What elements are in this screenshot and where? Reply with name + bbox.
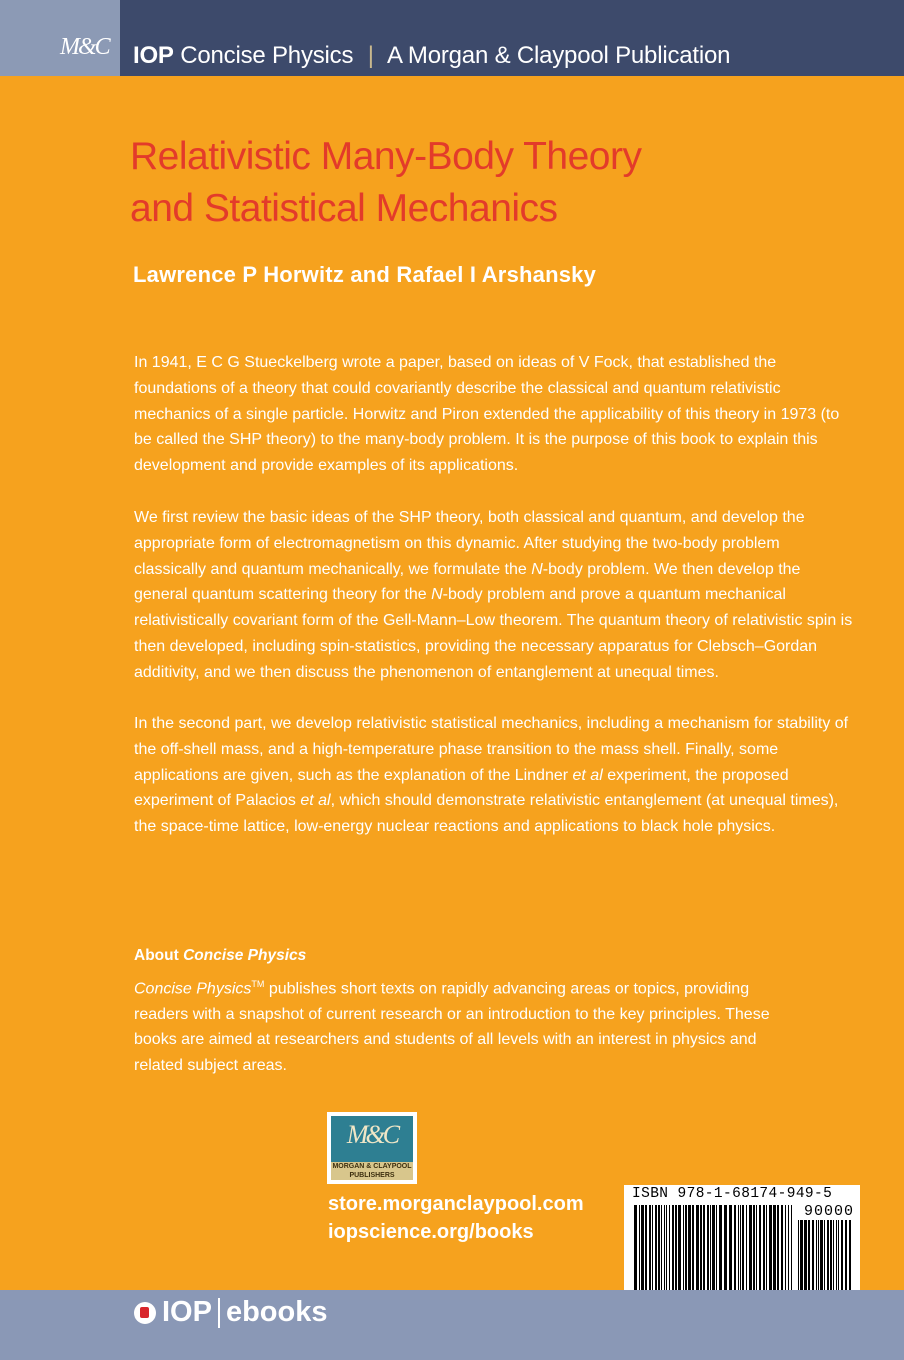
publisher-name: MORGAN & CLAYPOOL PUBLISHERS xyxy=(332,1163,412,1179)
barcode-bar xyxy=(749,1205,752,1297)
about-series-name: Concise Physics xyxy=(134,980,252,998)
p3-text-c: , which should demonstrate relativistic entanglement (at unequal times), the space-time lattice, low-energy nuclear reactions and applications to black hole physics. xyxy=(134,792,839,836)
barcode-bar xyxy=(719,1205,722,1297)
barcode-bar xyxy=(652,1205,653,1297)
barcode-bar xyxy=(849,1220,851,1297)
barcode-bar xyxy=(685,1205,687,1297)
barcode-bar xyxy=(781,1205,783,1297)
barcode-bar xyxy=(634,1205,637,1297)
barcode-bar xyxy=(649,1205,651,1297)
barcode-bar xyxy=(777,1205,779,1297)
publisher-logo xyxy=(327,1112,417,1184)
about-heading xyxy=(134,947,306,965)
barcode-bars xyxy=(634,1205,796,1297)
barcode-bar xyxy=(645,1205,647,1297)
barcode-bar xyxy=(639,1205,640,1297)
barcode-bar xyxy=(788,1205,789,1297)
barcode-bar xyxy=(675,1205,677,1297)
barcode-bar xyxy=(841,1220,843,1297)
barcode-bar xyxy=(710,1205,711,1297)
about-text xyxy=(134,972,794,1078)
mc-logo: M&C xyxy=(60,34,109,60)
barcode-bar xyxy=(808,1220,810,1297)
barcode-bar xyxy=(712,1205,715,1297)
p2-text-a: We first review the basic ideas of the SHP theory, both classical and quantum, and develop the appropriate form of electromagnetism on this dynamic. After studying the two-body problem classically and quantum mechanically, we formulate the xyxy=(134,509,805,578)
barcode-bar xyxy=(845,1220,847,1297)
barcode-bar xyxy=(703,1205,705,1297)
barcode-bar xyxy=(688,1205,691,1297)
description-paragraph-3 xyxy=(134,711,854,840)
isbn-number: ISBN 978-1-68174-949-5 xyxy=(632,1186,833,1202)
p2-text-b: -body problem. We then develop the general quantum scattering theory for the xyxy=(134,560,801,604)
series-line xyxy=(133,42,730,70)
book-authors: Lawrence P Horwitz and Rafael I Arshansky xyxy=(133,262,597,287)
book-title xyxy=(130,131,850,235)
barcode-bar xyxy=(661,1205,662,1297)
iop-ebooks-logo xyxy=(134,1296,328,1329)
about-body-text: publishes short texts on rapidly advancing areas or topics, providing readers with a snapshot of current research or an introduction to the key principles. These books are aimed at researchers and students of all levels with an interest in physics and related subject areas. xyxy=(134,980,770,1074)
barcode-bar xyxy=(820,1220,823,1297)
barcode-bar xyxy=(678,1205,681,1297)
barcode-bar xyxy=(692,1205,694,1297)
barcode-bar xyxy=(816,1220,817,1297)
barcode-bar xyxy=(824,1220,825,1297)
p3-text-b: experiment, the proposed experiment of Palacios xyxy=(134,766,789,810)
trademark-mark: TM xyxy=(251,979,265,989)
barcode-bar xyxy=(734,1205,736,1297)
barcode-bar xyxy=(812,1220,814,1297)
barcode-bar xyxy=(683,1205,684,1297)
barcode-bar xyxy=(766,1205,767,1297)
publisher-mark: M&C xyxy=(346,1120,398,1149)
barcode-bar xyxy=(664,1205,665,1297)
barcode-bar xyxy=(756,1205,757,1297)
p3-italic-etal-1: et al xyxy=(572,766,603,784)
barcode-bar xyxy=(655,1205,657,1297)
title-line-1: Relativistic Many-Body Theory xyxy=(130,135,642,178)
barcode-bar xyxy=(707,1205,709,1297)
p3-text-a: In the second part, we develop relativistic statistical mechanics, including a mechanism for stability of the off-shell mass, and a high-temperature phase transition to the mass shell. Finally, some applications are given, such as the explanation of the Lindner xyxy=(134,715,849,784)
barcode-addon-bars xyxy=(798,1220,854,1297)
barcode-bar xyxy=(833,1220,834,1297)
iop-brand: IOP xyxy=(133,42,174,69)
barcode-bar xyxy=(746,1205,747,1297)
footer-product: ebooks xyxy=(225,1296,328,1328)
barcode-bar xyxy=(818,1220,819,1297)
description-paragraph-1: In 1941, E C G Stueckelberg wrote a paper, based on ideas of V Fock, that established the foundations of a theory that could covariantly describe the classical and quantum relativistic mechanics of a single particle. Horwitz and Piron extended the applicability of this theory in 1973 (to be called the SHP theory) to the many-body problem. It is the purpose of this book to explain this development and provide examples of its applications. xyxy=(134,354,840,475)
p2-italic-n1: N xyxy=(531,560,543,578)
barcode-bar xyxy=(769,1205,772,1297)
barcode-bar xyxy=(763,1205,765,1297)
barcode-bar xyxy=(836,1220,837,1297)
barcode-bar xyxy=(759,1205,761,1297)
publication-line: A Morgan & Claypool Publication xyxy=(386,42,731,69)
p2-italic-n2: N xyxy=(431,586,443,604)
barcode-bar xyxy=(742,1205,744,1297)
p2-text-c: -body problem and prove a quantum mechanical relativistically covariant form of the Gell-Mann–Low theorem. The quantum theory of relativistic spin is then developed, including spin-statistics, providing the necessary apparatus for Clebsch–Gordan additivity, and we then discuss the phenomenon of entanglement at unequal times. xyxy=(134,586,853,681)
barcode-bar xyxy=(724,1205,727,1297)
barcode-bar xyxy=(672,1205,674,1297)
barcode-bar xyxy=(798,1220,799,1297)
about-heading-series: Concise Physics xyxy=(183,947,307,964)
barcode-bar xyxy=(740,1205,741,1297)
barcode-bar xyxy=(753,1205,755,1297)
barcode-bar xyxy=(666,1205,667,1297)
publisher-logo-panel xyxy=(331,1116,413,1180)
barcode-bar xyxy=(669,1205,670,1297)
barcode-bar xyxy=(785,1205,786,1297)
price-code: 90000 xyxy=(803,1203,854,1220)
barcode-bar xyxy=(773,1205,776,1297)
about-heading-prefix: About xyxy=(134,947,184,964)
barcode-bar xyxy=(838,1220,839,1297)
series-separator: | xyxy=(367,42,374,69)
series-name: Concise Physics xyxy=(180,42,354,69)
barcode-bar xyxy=(800,1220,803,1297)
barcode-bar xyxy=(827,1220,829,1297)
footer-divider xyxy=(218,1298,220,1328)
barcode-bar xyxy=(830,1220,832,1297)
barcode-bar xyxy=(738,1205,739,1297)
barcode-bar xyxy=(791,1205,792,1297)
barcode-bar xyxy=(716,1205,717,1297)
title-line-2: and Statistical Mechanics xyxy=(130,187,558,230)
barcode-bar xyxy=(696,1205,699,1297)
footer-brand: IOP xyxy=(162,1296,212,1328)
barcode-bar xyxy=(804,1220,807,1297)
iop-logo-icon xyxy=(134,1302,156,1324)
iopscience-link[interactable]: iopscience.org/books xyxy=(328,1221,534,1243)
barcode-bar xyxy=(700,1205,702,1297)
barcode-bar xyxy=(641,1205,644,1297)
p3-italic-etal-2: et al xyxy=(300,792,331,810)
barcode-bar xyxy=(658,1205,660,1297)
description-paragraph-2 xyxy=(134,505,854,686)
store-link[interactable]: store.morganclaypool.com xyxy=(328,1193,584,1215)
barcode-bar xyxy=(729,1205,732,1297)
